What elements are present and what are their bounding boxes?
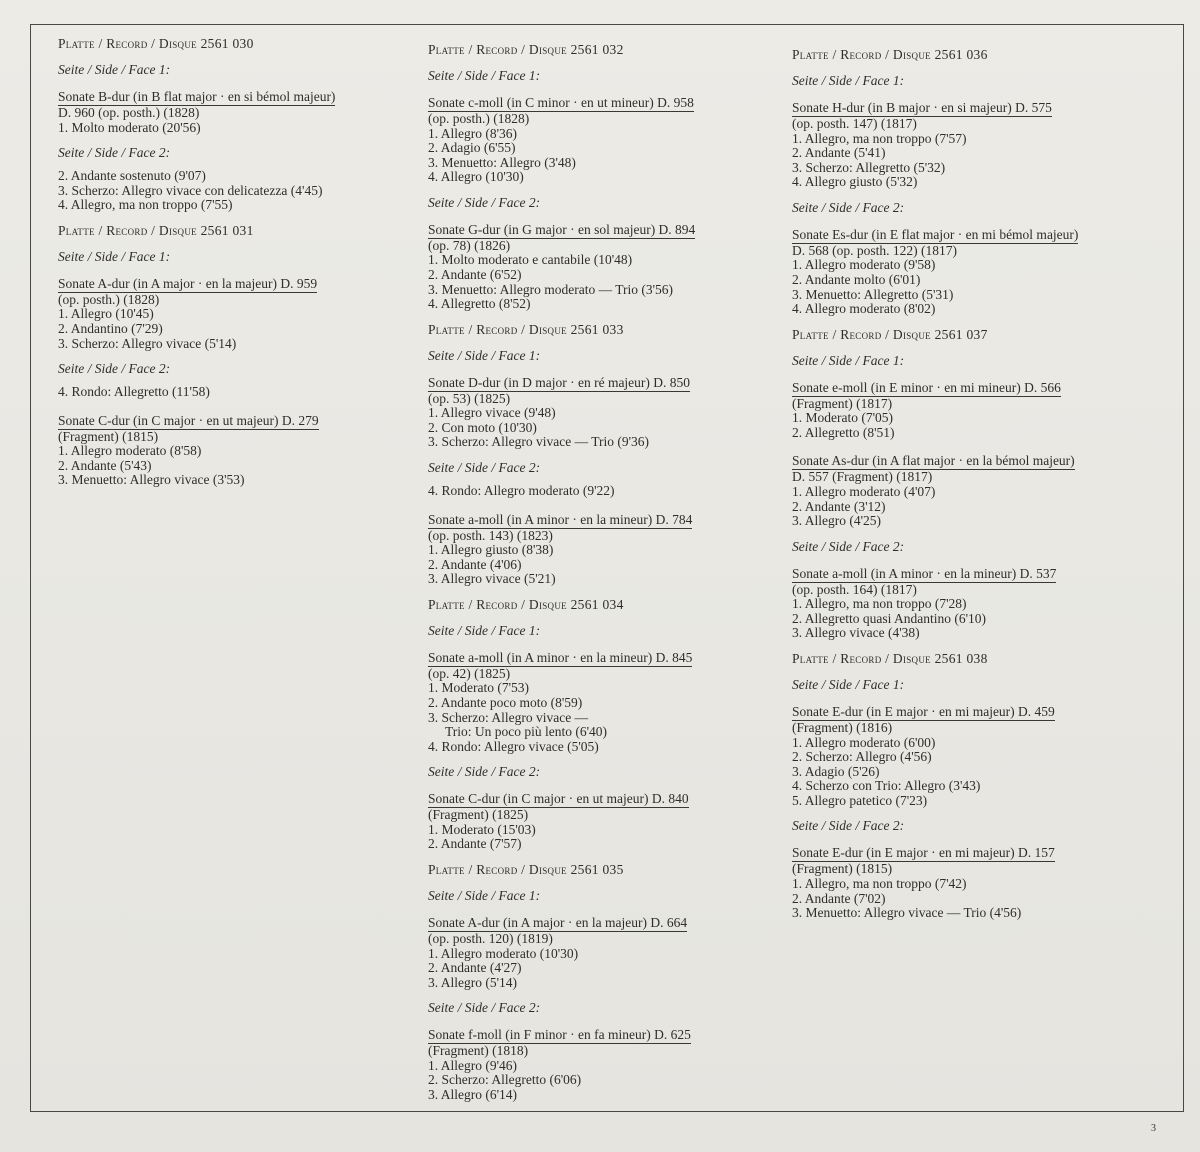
sonata-catalog-info: D. 557 (Fragment) (1817) <box>792 469 933 485</box>
movement-item: 4. Allegro giusto (5'32) <box>792 174 918 190</box>
movement-item: 2. Andante (7'57) <box>428 836 522 852</box>
page-number: 3 <box>1151 1123 1156 1134</box>
sonata-title: Sonate B-dur (in B flat major · en si bémol majeur) <box>58 89 336 104</box>
sonata-catalog-info: D. 568 (op. posth. 122) (1817) <box>792 242 957 258</box>
movement-item: 3. Scherzo: Allegro vivace — Trio (9'36) <box>428 434 650 450</box>
sonata-entry <box>428 1024 768 1102</box>
sonata-entry <box>428 647 768 754</box>
sonata-title: Sonate a-moll (in A minor · en la mineur) D. 845 <box>428 649 693 665</box>
movement-list <box>58 169 398 213</box>
side-label: Seite / Side / Face 1: <box>792 73 905 88</box>
movement-item: 2. Allegretto (8'51) <box>792 424 895 440</box>
sonata-title: Sonate G-dur (in G major · en sol majeur) D. 894 <box>428 221 696 237</box>
movement-item: 4. Rondo: Allegretto (11'58) <box>58 384 210 400</box>
movement-item: 2. Con moto (10'30) <box>428 419 537 435</box>
movement-item: 1. Molto moderato (20'56) <box>58 119 201 135</box>
movement-item: 2. Andante (5'43) <box>58 457 152 473</box>
movement-list <box>428 947 768 991</box>
record-side <box>792 677 1132 808</box>
sonata-catalog-info: (op. 78) (1826) <box>428 237 511 253</box>
record-disc <box>792 327 1132 641</box>
movement-item: 4. Rondo: Allegro vivace (5'05) <box>428 738 599 754</box>
side-label: Seite / Side / Face 2: <box>58 145 171 161</box>
sonata-title: Sonate C-dur (in C major · en ut majeur) D. 840 <box>428 791 689 807</box>
movement-item: 2. Allegretto quasi Andantino (6'10) <box>792 610 987 626</box>
sonata-entry <box>792 224 1132 317</box>
movement-item: 1. Allegro, ma non troppo (7'57) <box>792 130 967 146</box>
movement-list <box>428 543 768 587</box>
movement-list <box>792 877 1132 921</box>
record-label: Platte / Record / Disque 2561 037 <box>792 326 988 342</box>
side-label: Seite / Side / Face 1: <box>58 248 171 264</box>
record-label: Platte / Record / Disque 2561 034 <box>428 596 624 612</box>
movement-item: 2. Scherzo: Allegretto (6'06) <box>428 1072 582 1088</box>
sonata-catalog-info: (op. posth.) (1828) <box>58 291 160 307</box>
record-side <box>428 348 768 450</box>
record-disc <box>428 862 768 1103</box>
movement-list <box>792 736 1132 809</box>
sonata-title: Sonate A-dur (in A major · en la majeur) D. 664 <box>428 915 688 931</box>
sonata-title: Sonate c-moll (in C minor · en ut mineur) D. 958 <box>428 95 694 110</box>
sonata-title: Sonate a-moll (in A minor · en la mineur) D. 784 <box>428 511 693 527</box>
record-side <box>428 764 768 852</box>
movement-item: 1. Allegro (8'36) <box>428 125 518 141</box>
sonata-entry <box>428 92 768 185</box>
movement-list <box>428 253 768 311</box>
record-side <box>428 195 768 312</box>
record-side <box>428 460 768 587</box>
side-label: Seite / Side / Face 1: <box>58 62 171 77</box>
record-disc <box>792 47 1132 317</box>
side-label: Seite / Side / Face 2: <box>792 538 905 554</box>
movement-item: 1. Allegro moderato (4'07) <box>792 483 936 499</box>
movement-list <box>428 127 768 185</box>
movement-item: 2. Andante (5'41) <box>792 145 886 161</box>
movement-list <box>792 485 1132 529</box>
side-label: Seite / Side / Face 2: <box>428 194 541 210</box>
movement-item: 3. Adagio (5'26) <box>792 763 880 779</box>
movement-item: 3. Allegro (4'25) <box>792 513 882 529</box>
side-label: Seite / Side / Face 2: <box>58 361 171 377</box>
record-side <box>792 818 1132 920</box>
sonata-catalog-info: (op. posth. 164) (1817) <box>792 581 917 597</box>
sonata-title: Sonate E-dur (in E major · en mi majeur) D. 157 <box>792 845 1055 861</box>
sonata-title: Sonate e-moll (in E minor · en mi mineur) D. 566 <box>792 379 1061 395</box>
record-side <box>58 361 398 488</box>
record-label: Platte / Record / Disque 2561 035 <box>428 862 624 878</box>
movement-list <box>58 444 398 488</box>
movement-item: 1. Allegro giusto (8'38) <box>428 542 554 558</box>
movement-item: 1. Allegro moderato (10'30) <box>428 945 579 961</box>
movement-item: 3. Menuetto: Allegretto (5'31) <box>792 286 954 302</box>
record-disc <box>58 36 398 213</box>
sonata-title: Sonate As-dur (in A flat major · en la bémol majeur) <box>792 453 1075 469</box>
movement-item: 3. Menuetto: Allegro vivace (3'53) <box>58 472 245 488</box>
sonata-entry <box>792 450 1132 528</box>
record-disc <box>58 223 398 488</box>
movement-item: 4. Allegro, ma non troppo (7'55) <box>58 197 233 213</box>
sonata-catalog-info: (op. posth. 143) (1823) <box>428 527 553 543</box>
column-1 <box>58 36 398 498</box>
record-side <box>428 623 768 754</box>
movement-list <box>58 385 398 400</box>
sonata-catalog-info: (op. 42) (1825) <box>428 665 511 681</box>
record-side <box>792 539 1132 641</box>
record-label: Platte / Record / Disque 2561 032 <box>428 42 624 57</box>
movement-list <box>792 411 1132 440</box>
side-label: Seite / Side / Face 1: <box>792 677 905 692</box>
sonata-catalog-info: (op. posth.) (1828) <box>428 111 530 126</box>
movement-item: 2. Andante sostenuto (9'07) <box>58 168 206 184</box>
sonata-catalog-info: (op. 53) (1825) <box>428 390 511 406</box>
side-label: Seite / Side / Face 1: <box>428 68 541 83</box>
movement-item: 3. Scherzo: Allegretto (5'32) <box>792 159 946 175</box>
movement-item: Trio: Un poco più lento (6'40) <box>445 724 608 740</box>
sonata-catalog-info: (op. posth. 147) (1817) <box>792 116 917 131</box>
movement-item: 4. Scherzo con Trio: Allegro (3'43) <box>792 778 981 794</box>
sonata-entry <box>58 273 398 351</box>
record-side <box>428 888 768 990</box>
sonata-title: Sonate H-dur (in B major · en si majeur) D. 575 <box>792 100 1052 115</box>
movement-item: 1. Moderato (7'53) <box>428 680 530 696</box>
movement-item: 2. Andante (6'52) <box>428 266 522 282</box>
sonata-entry <box>58 169 398 213</box>
column-2 <box>428 42 768 1113</box>
side-label: Seite / Side / Face 2: <box>428 1000 541 1016</box>
side-label: Seite / Side / Face 1: <box>428 888 541 904</box>
movement-item: 2. Scherzo: Allegro (4'56) <box>792 749 932 765</box>
movement-item: 3. Allegro vivace (4'38) <box>792 625 920 641</box>
movement-list <box>428 484 768 499</box>
sonata-title: Sonate E-dur (in E major · en mi majeur) D. 459 <box>792 704 1055 719</box>
sonata-entry <box>58 410 398 488</box>
sonata-title: Sonate a-moll (in A minor · en la mineur) D. 537 <box>792 565 1057 581</box>
sonata-catalog-info: (op. posth. 120) (1819) <box>428 931 553 947</box>
movement-item: 2. Andante molto (6'01) <box>792 271 921 287</box>
movement-item: 3. Menuetto: Allegro moderato — Trio (3'56) <box>428 281 674 297</box>
sonata-title: Sonate f-moll (in F minor · en fa mineur) D. 625 <box>428 1027 691 1043</box>
record-disc <box>428 322 768 587</box>
movement-item: 3. Allegro (5'14) <box>428 974 518 990</box>
record-disc <box>428 42 768 312</box>
record-side <box>58 145 398 213</box>
movement-item: 3. Scherzo: Allegro vivace con delicatezza (4'45) <box>58 182 323 198</box>
sonata-catalog-info: (Fragment) (1818) <box>428 1043 529 1059</box>
sonata-entry <box>792 842 1132 920</box>
sonata-entry <box>428 912 768 990</box>
movement-item: 5. Allegro patetico (7'23) <box>792 792 928 808</box>
record-side <box>428 1000 768 1102</box>
sonata-catalog-info: (Fragment) (1815) <box>792 861 893 877</box>
sonata-title: Sonate Es-dur (in E flat major · en mi bémol majeur) <box>792 226 1079 242</box>
sonata-entry <box>428 372 768 450</box>
sonata-entry <box>428 509 768 587</box>
sonata-title: Sonate D-dur (in D major · en ré majeur) D. 850 <box>428 374 691 390</box>
sonata-catalog-info: (Fragment) (1816) <box>792 720 893 735</box>
movement-item: 1. Allegro moderato (8'58) <box>58 443 202 459</box>
sonata-catalog-info: D. 960 (op. posth.) (1828) <box>58 105 200 120</box>
sonata-entry <box>58 385 398 400</box>
record-label: Platte / Record / Disque 2561 036 <box>792 47 988 62</box>
movement-item: 1. Moderato (7'05) <box>792 410 894 426</box>
sonata-title: Sonate C-dur (in C major · en ut majeur) D. 279 <box>58 412 319 428</box>
movement-item: 4. Allegretto (8'52) <box>428 296 531 312</box>
sonata-catalog-info: (Fragment) (1815) <box>58 428 159 444</box>
record-label: Platte / Record / Disque 2561 038 <box>792 651 988 666</box>
movement-item: 3. Menuetto: Allegro (3'48) <box>428 154 576 170</box>
record-side <box>58 62 398 135</box>
sonata-catalog-info: (Fragment) (1817) <box>792 395 893 411</box>
movement-item: 2. Andante (4'06) <box>428 556 522 572</box>
movement-item: 2. Adagio (6'55) <box>428 140 516 156</box>
movement-item: 3. Allegro (6'14) <box>428 1087 518 1103</box>
movement-item: 2. Andante (4'27) <box>428 960 522 976</box>
sonata-catalog-info: (Fragment) (1825) <box>428 807 529 823</box>
movement-item: 1. Allegro moderato (9'58) <box>792 257 936 273</box>
movement-item: 3. Scherzo: Allegro vivace (5'14) <box>58 335 237 351</box>
sonata-entry <box>792 701 1132 808</box>
side-label: Seite / Side / Face 1: <box>428 347 541 363</box>
record-side <box>792 353 1132 529</box>
movement-item: 1. Allegro (10'45) <box>58 306 154 322</box>
movement-list <box>792 132 1132 190</box>
record-side <box>792 73 1132 190</box>
sonata-entry <box>428 219 768 312</box>
side-label: Seite / Side / Face 2: <box>792 199 905 215</box>
movement-item: 1. Allegro vivace (9'48) <box>428 405 556 421</box>
movement-item: 4. Allegro (10'30) <box>428 169 524 185</box>
side-label: Seite / Side / Face 2: <box>428 764 541 780</box>
movement-list <box>428 681 768 754</box>
record-side <box>428 68 768 185</box>
sonata-entry <box>428 484 768 499</box>
movement-item: 4. Rondo: Allegro moderato (9'22) <box>428 483 615 499</box>
side-label: Seite / Side / Face 1: <box>428 622 541 638</box>
record-label: Platte / Record / Disque 2561 033 <box>428 321 624 337</box>
movement-item: 1. Moderato (15'03) <box>428 821 536 837</box>
movement-item: 1. Molto moderato e cantabile (10'48) <box>428 252 633 268</box>
record-label: Platte / Record / Disque 2561 030 <box>58 36 254 51</box>
movement-item: 1. Allegro, ma non troppo (7'42) <box>792 875 967 891</box>
movement-list <box>58 307 398 351</box>
movement-list <box>428 823 768 852</box>
movement-item: 3. Allegro vivace (5'21) <box>428 571 556 587</box>
movement-list <box>428 406 768 450</box>
movement-list <box>58 121 398 136</box>
movement-item: 2. Andante (3'12) <box>792 498 886 514</box>
movement-item: 1. Allegro (9'46) <box>428 1057 518 1073</box>
record-disc <box>428 597 768 852</box>
movement-item: 2. Andantino (7'29) <box>58 320 163 336</box>
record-side <box>792 200 1132 317</box>
sonata-entry <box>58 86 398 135</box>
movement-list <box>792 258 1132 316</box>
movement-item: 1. Allegro, ma non troppo (7'28) <box>792 596 967 612</box>
movement-list <box>428 1059 768 1103</box>
movement-item: 4. Allegro moderato (8'02) <box>792 301 936 317</box>
movement-item: 3. Scherzo: Allegro vivace — <box>428 709 589 725</box>
record-side <box>58 249 398 351</box>
record-disc <box>792 651 1132 921</box>
movement-item: 3. Menuetto: Allegro vivace — Trio (4'56) <box>792 905 1022 921</box>
movement-item: 1. Allegro moderato (6'00) <box>792 734 936 750</box>
sonata-entry <box>792 97 1132 190</box>
movement-item: 2. Andante (7'02) <box>792 890 886 906</box>
movement-list <box>792 597 1132 641</box>
side-label: Seite / Side / Face 2: <box>792 818 905 834</box>
sonata-entry <box>792 377 1132 441</box>
sonata-entry <box>792 563 1132 641</box>
record-label: Platte / Record / Disque 2561 031 <box>58 222 254 238</box>
side-label: Seite / Side / Face 2: <box>428 460 541 476</box>
column-3 <box>792 47 1132 931</box>
sonata-entry <box>428 788 768 852</box>
sonata-title: Sonate A-dur (in A major · en la majeur) D. 959 <box>58 275 318 291</box>
side-label: Seite / Side / Face 1: <box>792 352 905 368</box>
movement-item: 2. Andante poco moto (8'59) <box>428 695 583 710</box>
